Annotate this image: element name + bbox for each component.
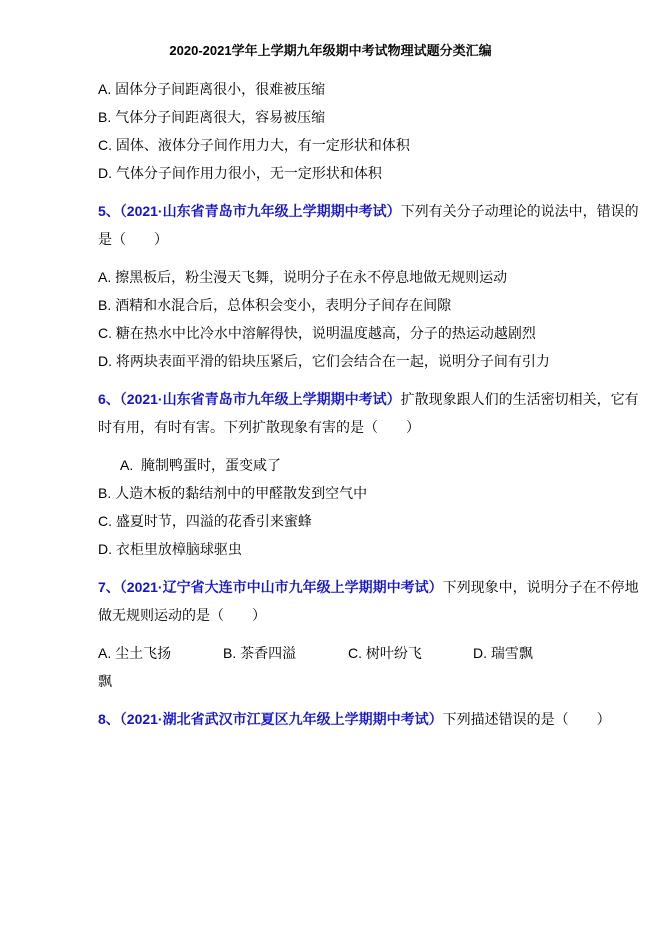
question-source-label: 5、（2021·山东省青岛市九年级上学期期中考试） — [98, 203, 401, 219]
text-line — [0, 225, 661, 253]
text-run: D. 将两块表面平滑的铅块压紧后，它们会结合在一起，说明分子间有引力 — [98, 353, 550, 369]
text-run: C. 树叶纷飞 — [348, 645, 422, 661]
text-line — [0, 75, 661, 103]
text-run: D. 气体分子间作用力很小，无一定形状和体积 — [98, 165, 382, 181]
text-run: B. 人造木板的黏结剂中的甲醛散发到空气中 — [98, 485, 368, 501]
text-run: A. 腌制鸭蛋时，蛋变咸了 — [120, 457, 282, 473]
text-run: D. 衣柜里放樟脑球驱虫 — [98, 541, 242, 557]
text-run: A. 固体分子间距离很小，很难被压缩 — [98, 81, 326, 97]
question-source-label: 6、（2021·山东省青岛市九年级上学期期中考试） — [98, 391, 401, 407]
question-7-options — [0, 639, 661, 695]
text-line — [0, 103, 661, 131]
text-run: B. 酒精和水混合后，总体积会变小，表明分子间存在间隙 — [98, 297, 452, 313]
text-line — [0, 413, 661, 441]
text-run: B. 茶香四溢 — [223, 645, 297, 661]
question-source-label: 7、（2021·辽宁省大连市中山市九年级上学期期中考试） — [98, 579, 443, 595]
question-source-label: 8、（2021·湖北省武汉市江夏区九年级上学期期中考试） — [98, 711, 443, 727]
question-5-options — [0, 263, 661, 375]
text-run: C. 盛夏时节，四溢的花香引来蜜蜂 — [98, 513, 312, 529]
text-run: A. 尘土飞扬 — [98, 645, 172, 661]
document-content — [0, 75, 661, 733]
text-line — [0, 507, 661, 535]
text-run: 是（ ） — [98, 231, 168, 247]
text-line — [0, 291, 661, 319]
text-line — [0, 573, 661, 601]
text-line — [0, 451, 661, 479]
text-run: C. 固体、液体分子间作用力大，有一定形状和体积 — [98, 137, 410, 153]
text-run: 做无规则运动的是（ ） — [98, 607, 266, 623]
text-line — [0, 535, 661, 563]
text-run: D. 瑞雪飘 — [473, 645, 533, 661]
text-line — [0, 347, 661, 375]
text-run: 下列现象中，说明分子在不停地 — [442, 579, 639, 595]
question-6-options — [0, 451, 661, 563]
page-title: 2020-2021学年上学期九年级期中考试物理试题分类汇编 — [169, 43, 492, 58]
question-4-options — [0, 75, 661, 187]
text-line — [0, 479, 661, 507]
question-5-stem — [0, 197, 661, 253]
question-6-stem — [0, 385, 661, 441]
text-line — [0, 639, 661, 667]
text-run: A. 擦黑板后，粉尘漫天飞舞，说明分子在永不停息地做无规则运动 — [98, 269, 508, 285]
text-run: 飘 — [98, 673, 112, 689]
text-line — [0, 601, 661, 629]
text-line — [0, 667, 661, 695]
text-line — [0, 385, 661, 413]
text-line — [0, 705, 661, 733]
text-line — [0, 131, 661, 159]
text-run: C. 糖在热水中比冷水中溶解得快，说明温度越高，分子的热运动越剧烈 — [98, 325, 536, 341]
text-run: B. 气体分子间距离很大，容易被压缩 — [98, 109, 326, 125]
text-line — [0, 159, 661, 187]
text-run: 时有用，有时有害。下列扩散现象有害的是（ ） — [98, 419, 420, 435]
question-7-stem — [0, 573, 661, 629]
text-line — [0, 319, 661, 347]
question-8-stem — [0, 705, 661, 733]
text-run: 下列有关分子动理论的说法中，错误的 — [400, 203, 639, 219]
text-run: 下列描述错误的是（ ） — [442, 711, 611, 727]
text-run: 扩散现象跟人们的生活密切相关，它有 — [400, 391, 639, 407]
text-line — [0, 197, 661, 225]
text-line — [0, 263, 661, 291]
